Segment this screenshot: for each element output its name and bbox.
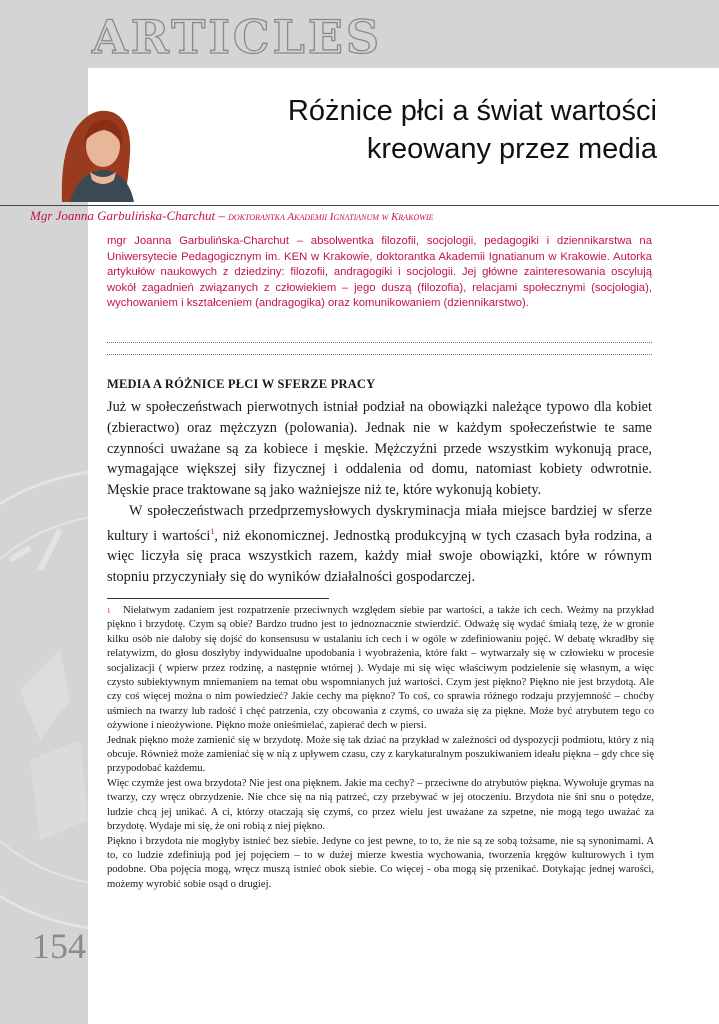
footnote-rule (107, 598, 329, 599)
footnote-marker: 1 (107, 607, 111, 615)
footnote-paragraph: Piękno i brzydota nie mogłyby istnieć bez siebie. Jedyne co jest pewne, to to, że nie są ze sobą tożsame, nie są synonimami. A to, co ludzie zdefiniują pod jej pojęciem – to w dużej mierze kwestia wychowania, tworzenia kręgów kulturowych i tym podobne. Oba pojęcia mogą, wręcz muszą istnieć obok siebie. Co więcej - oba mogą się przenikać. Dotykając jednej warości, możemy wyrobić sobie osąd o drugiej. (107, 835, 654, 890)
author-bio: mgr Joanna Garbulińska-Charchut – absolwentka filozofii, socjologii, pedagogiki i dziennikarstwa na Uniwersytecie Pedagogicznym im. KEN w Krakowie, doktorantka Akademii Ignatianum w Krakowie. Autorka artykułów naukowych z dziedziny: filozofii, andragogiki i socjologii. Jej główne zainteresowania oscylują wokół zagadnień związanych z człowiekiem – jego duszą (filozofia), relacjami społecznymi (socjologia), wychowaniem i kształceniem (andragogika) oraz komunikowaniem (dziennikarstwo). (107, 235, 652, 309)
footnote-ref[interactable]: 1 (210, 526, 215, 536)
page-number: 154 (32, 926, 86, 966)
footnote-text: Niełatwym zadaniem jest rozpatrzenie przeciwnych względem siebie par wartości, a także ich cech. Weźmy na przykład piękno i brzydotę. Czym są obie? Bardzo trudno jest to jednoznacznie stwierdzić. Odważę się wydać śmiałą tezę, że w gronie kilku osób nie dałoby się dojść do konsensusu w ustalaniu ich cech i w ogóle w zdefiniowaniu pojęć. W debatę wkradłby się relatywizm, do głosu doszłyby indywidualne upodobania i wyobrażenia, które fakt – wytwarzały się w człowieku w procesie socjalizacji ( wpierw przez rodzinę, a następnie wtórnej ). Wydaje mi się więc właściwym podzielenie się własnym, a więc czysto subiektywnym mniemaniem na temat obu wspomnianych już wartości. Czym jest piękno? Piękno nie jest brzydotą. Ale czy coś więcej można o nim powiedzieć? Jakie cechy ma piękno? To coś, co sprawia różnego rodzaju przyjemność – choćby uśmiech na twarzy lub radość i chęć patrzenia, czy obcowania z czymś, co uważa się za piękne. Może być atrybutem tego co ożywione i nieożywione. Piękno może onieśmielać, zapierać dech w piersi. (107, 605, 654, 732)
dotted-separator (107, 342, 652, 343)
body-text: , niż ekonomicznej. Jednostką produkcyjną w tych czasach była rodzina, a więc liczyła się praca wszystkich razem, każdy miał swoje obowiązki, które w równym stopniu przyczyniały się do wyników działalności gospodarczej. (107, 527, 652, 586)
section-label: ARTICLES (92, 10, 383, 64)
footnote-paragraph: Więc czymże jest owa brzydota? Nie jest ona pięknem. Jakie ma cechy? – przeciwne do atrybutów piękna. Wywołuje grymas na twarzy, czy wręcz obrzydzenie. Nie chce się na nią patrzeć, czy przebywać w jej otoczeniu. Brzydota nie śni snu o potędze, ludzie chcą jej unikać. A ci, którzy otaczają się czymś, co przez wielu jest uważane za szpetne, nie mogą tego uważać za brzydotę. Wydaje mi się, że oni robią z niej piękno. (107, 777, 654, 833)
body-text: W społeczeństwach przedprzemysłowych dyskryminacja miała miejsce bardziej w sferze kultury i wartości (107, 502, 652, 544)
body-paragraph: Już w społeczeństwach pierwotnych istniał podział na obowiązki należące typowo dla kobiet (zbieractwo) oraz mężczyzn (polowania). Jednak nie w każdym społeczeństwie te same czynności uważane są za kobiece i męskie. Mężczyźni przede wszystkim wykonują prace, wymagające większej siły fizycznej i oddalenia od domu, natomiast kobiety odwrotnie. Męskie prace traktowane są jako ważniejsze niż te, które wykonują kobiety. (107, 399, 652, 499)
author-line (30, 208, 690, 224)
header-rule (0, 205, 719, 206)
article-title (288, 92, 657, 168)
university-seal-watermark (0, 440, 88, 1000)
article-title-line2: kreowany przez media (366, 133, 657, 165)
footnote-paragraph: Jednak piękno może zamienić się w brzydotę. Może się tak dziać na przykład w zależności od dyspozycji podmiotu, który z nią obcuje. Również może zamieniać się w nią z upływem czasu, czy z karykaturalnym poszukiwaniem ideału piękna – gdy chce się przypodobać każdemu. (107, 734, 654, 775)
section-heading: MEDIA A RÓŻNICE PŁCI W SFERZE PRACY (107, 377, 376, 391)
article-body (107, 397, 652, 588)
article-title-line1: Różnice płci a świat wartości (287, 95, 657, 127)
author-affiliation: doktorantka Akademii Ignatianum w Krakowie (228, 211, 434, 223)
footnotes (107, 604, 654, 892)
footnote-paragraph (107, 604, 654, 734)
dotted-separator (107, 354, 652, 355)
author-photo (48, 102, 148, 202)
body-paragraph (107, 501, 652, 588)
author-name: Mgr Joanna Garbulińska-Charchut – (30, 208, 229, 223)
